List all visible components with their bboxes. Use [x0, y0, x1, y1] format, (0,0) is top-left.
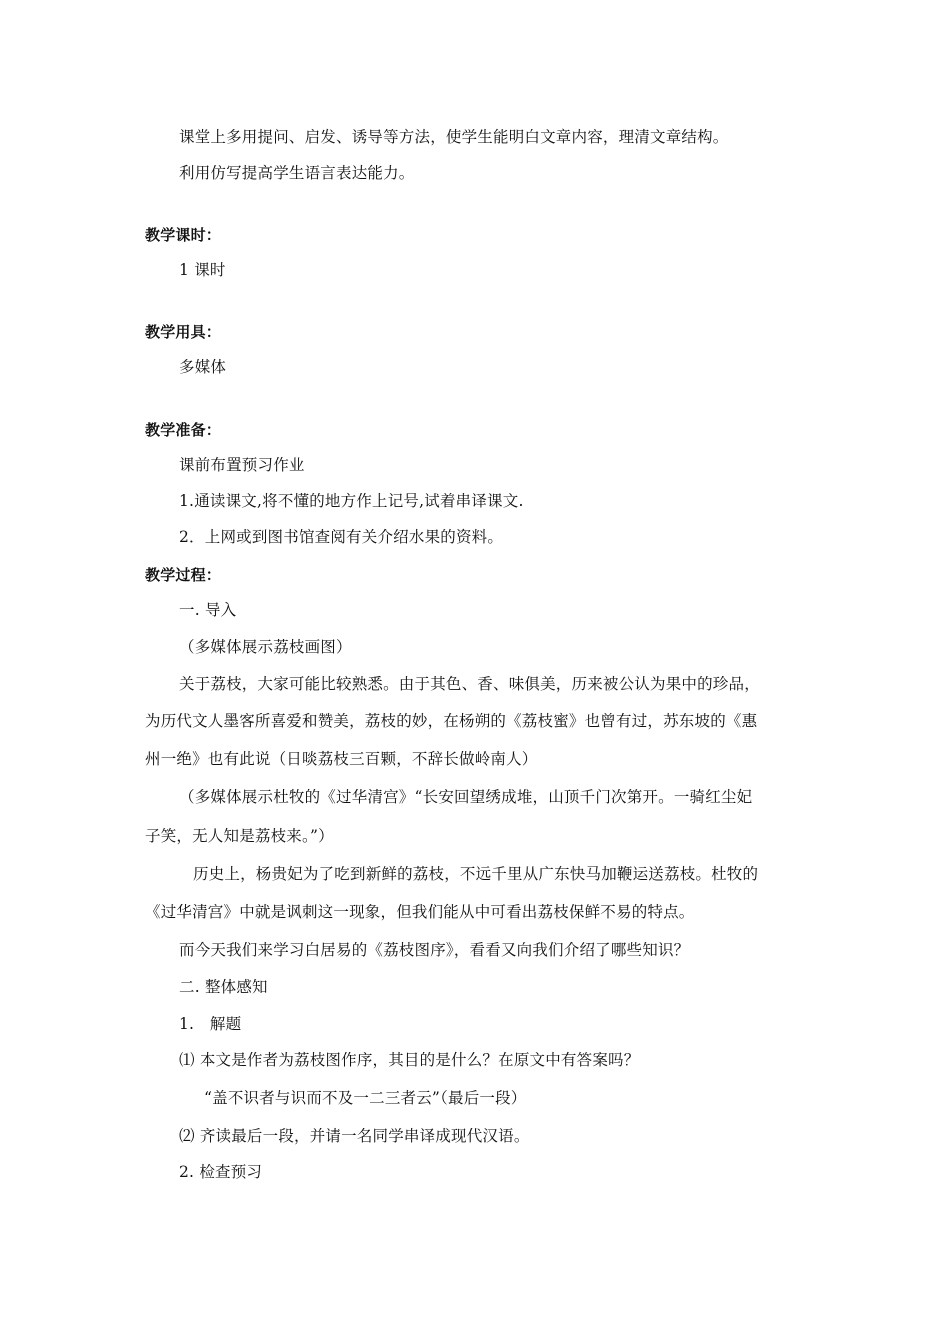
prep-line-2: 1.通读课文,将不懂的地方作上记号,试着串译课文. [179, 492, 524, 510]
paragraph-2-line-1: （多媒体展示杜牧的《过华清宫》“长安回望绣成堆，山顶千门次第开。一骑红尘妃 [179, 788, 753, 806]
paragraph-1-line-2: 为历代文人墨客所喜爱和赞美，荔枝的妙，在杨朔的《荔枝蜜》也曾有过，苏东坡的《惠 [145, 712, 758, 730]
paragraph-4: 而今天我们来学习白居易的《荔枝图序》，看看又向我们介绍了哪些知识？ [179, 941, 690, 959]
heading-teaching-tools: 教学用具： [145, 323, 222, 341]
question-2: ⑵ 齐读最后一段，并请一名同学串译成现代汉语。 [179, 1127, 530, 1145]
class-period-value: 1 课时 [179, 261, 226, 279]
section-1-title: 一. 导入 [179, 601, 237, 619]
paragraph-2-line-2: 子笑，无人知是荔枝来。”） [145, 827, 334, 845]
heading-class-period: 教学课时： [145, 226, 222, 244]
question-1-answer: “盖不识者与识而不及一二三者云”（最后一段） [204, 1089, 527, 1107]
section-2-item-1: 1. 解题 [179, 1015, 242, 1033]
section-1-media-note: （多媒体展示荔枝画图） [179, 638, 352, 656]
paragraph-3-line-1: 历史上，杨贵妃为了吃到新鲜的荔枝，不远千里从广东快马加鞭运送荔枝。杜牧的 [193, 865, 759, 883]
prep-line-1: 课前布置预习作业 [179, 456, 305, 474]
prep-line-3: 2．上网或到图书馆查阅有关介绍水果的资料。 [179, 528, 504, 546]
heading-teaching-process: 教学过程： [145, 566, 222, 584]
method-line-2: 利用仿写提高学生语言表达能力。 [179, 164, 415, 182]
paragraph-1-line-1: 关于荔枝，大家可能比较熟悉。由于其色、香、味俱美，历来被公认为果中的珍品， [179, 675, 760, 693]
paragraph-3-line-2: 《过华清宫》中就是讽刺这一现象，但我们能从中可看出荔枝保鲜不易的特点。 [145, 903, 695, 921]
method-line-1: 课堂上多用提问、启发、诱导等方法，使学生能明白文章内容，理清文章结构。 [179, 128, 729, 146]
section-2-title: 二. 整体感知 [179, 978, 268, 996]
question-1: ⑴ 本文是作者为荔枝图作序，其目的是什么？在原文中有答案吗？ [179, 1051, 640, 1069]
teaching-tools-value: 多媒体 [179, 358, 227, 376]
paragraph-1-line-3: 州一绝》也有此说（日啖荔枝三百颗，不辞长做岭南人） [145, 750, 538, 768]
heading-teaching-prep: 教学准备： [145, 421, 222, 439]
section-2-item-2: 2. 检查预习 [179, 1163, 263, 1181]
